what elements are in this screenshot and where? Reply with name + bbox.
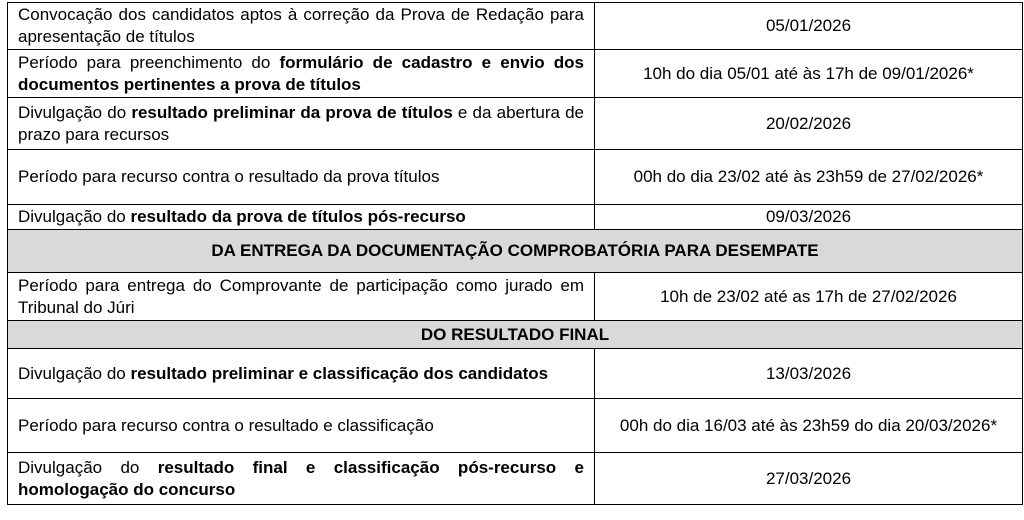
schedule-row <box>8 205 1023 230</box>
schedule-row <box>8 3 1023 50</box>
event-date: 05/01/2026 <box>595 3 1023 50</box>
description-bold-text: resultado preliminar da prova de títulos <box>131 102 453 122</box>
description-text: e da abertura de prazo para recursos <box>18 102 584 144</box>
event-description <box>8 453 595 505</box>
event-description <box>8 349 595 399</box>
event-date: 00h do dia 16/03 até às 23h59 do dia 20/03/2026* <box>595 399 1023 453</box>
schedule-table <box>7 2 1023 505</box>
event-description <box>8 399 595 453</box>
description-text: Divulgação do <box>18 363 131 383</box>
schedule-body <box>8 3 1023 505</box>
event-date: 13/03/2026 <box>595 349 1023 399</box>
schedule-row <box>8 50 1023 98</box>
event-date: 27/03/2026 <box>595 453 1023 505</box>
description-text: Período para recurso contra o resultado e classificação <box>18 415 434 435</box>
schedule-row <box>8 349 1023 399</box>
schedule-row <box>8 150 1023 205</box>
description-text: Período para recurso contra o resultado da prova títulos <box>18 167 440 186</box>
description-text: Período para preenchimento do <box>18 52 280 72</box>
event-date: 10h de 23/02 até as 17h de 27/02/2026 <box>595 273 1023 321</box>
schedule-row <box>8 399 1023 453</box>
schedule-row <box>8 453 1023 505</box>
event-description <box>8 150 595 205</box>
description-bold-text: resultado final e classificação pós-recurso e homologação do concurso <box>18 457 584 499</box>
section-header-row <box>8 321 1023 349</box>
schedule-row <box>8 273 1023 321</box>
description-bold-text: resultado preliminar e classificação dos candidatos <box>130 363 549 383</box>
description-text: Divulgação do <box>18 207 131 226</box>
event-description <box>8 273 595 321</box>
section-header-row <box>8 230 1023 273</box>
description-bold-text: resultado da prova de títulos pós-recurso <box>130 207 466 226</box>
event-date: 20/02/2026 <box>595 98 1023 150</box>
event-description <box>8 205 595 230</box>
event-description <box>8 3 595 50</box>
description-text: Período para entrega do Comprovante de participação como jurado em Tribunal do Júri <box>18 275 584 317</box>
description-text: Divulgação do <box>18 102 132 122</box>
section-title: DA ENTREGA DA DOCUMENTAÇÃO COMPROBATÓRIA PARA DESEMPATE <box>8 230 1023 273</box>
section-title: DO RESULTADO FINAL <box>8 321 1023 349</box>
description-text: Divulgação do <box>18 457 158 477</box>
event-description <box>8 50 595 98</box>
schedule-row <box>8 98 1023 150</box>
description-bold-text: formulário de cadastro e envio dos documentos pertinentes a prova de títulos <box>18 52 585 94</box>
event-date: 10h do dia 05/01 até às 17h de 09/01/2026* <box>595 50 1023 98</box>
event-date: 09/03/2026 <box>595 205 1023 230</box>
event-date: 00h do dia 23/02 até às 23h59 de 27/02/2026* <box>595 150 1023 205</box>
description-text: Convocação dos candidatos aptos à correção da Prova de Redação para apresentação de títulos <box>18 5 584 46</box>
event-description <box>8 98 595 150</box>
